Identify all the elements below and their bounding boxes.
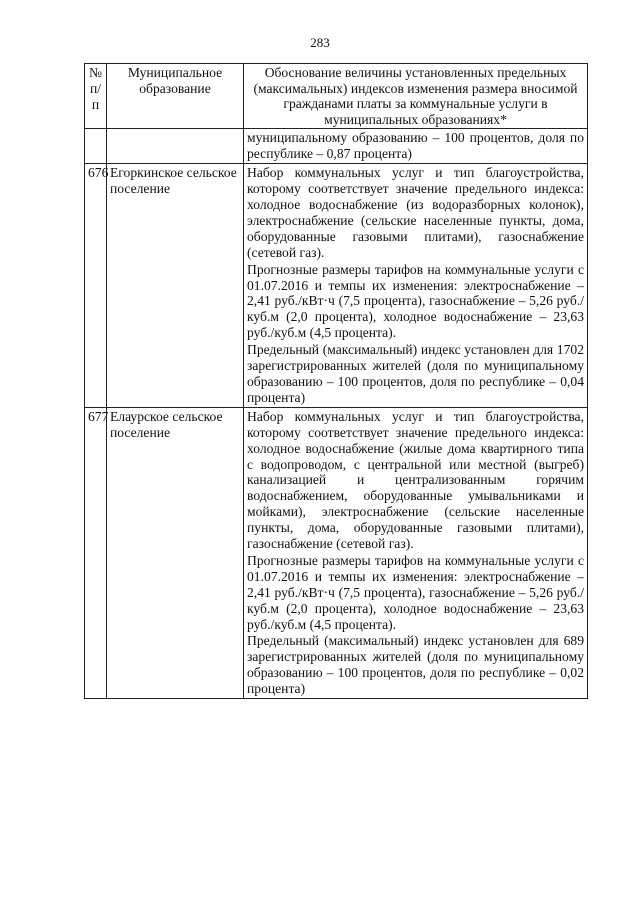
continuation-row — [85, 129, 588, 164]
continuation-municipality-cell — [107, 129, 244, 164]
continuation-text: муниципальному образованию – 100 процентов, доля по республике – 0,87 процента) — [244, 129, 588, 164]
justification-paragraph: Набор коммунальных услуг и тип благоустройства, которому соответствует значение предельного индекса: холодное водоснабжение (из водоразборных колонок), электроснабжение (сельские населенные пункты, дома, оборудованные газовыми плитами), газоснабжение (сетевой газ). — [247, 165, 584, 260]
row-justification — [244, 164, 588, 408]
row-municipality: Елаурское сельское поселение — [107, 407, 244, 698]
row-municipality: Егоркинское сельское поселение — [107, 164, 244, 408]
justification-paragraph: Набор коммунальных услуг и тип благоустройства, которому соответствует значение предельного индекса: холодное водоснабжение (жилые дома квартирного типа с водопроводом, с центральной или местной (выгреб) канализацией и централизованным горячим водоснабжением, оборудованные умывальниками и мойками), электроснабжение (сельские населенные пункты, дома, оборудованные газовыми плитами), газоснабжение (сетевой газ). — [247, 408, 584, 552]
justification-paragraph: Прогнозные размеры тарифов на коммунальные услуги с 01.07.2016 и темпы их изменения: электроснабжение – 2,41 руб./кВт·ч (7,5 процента), газоснабжение – 5,26 руб./куб.м (2,0 процента), холодное водоснабжение – 23,63 руб./куб.м (4,5 процента). — [247, 261, 584, 341]
row-number: 676 — [85, 164, 107, 408]
table-header-row — [85, 64, 588, 129]
tariff-index-table — [84, 63, 588, 699]
header-number: № п/п — [85, 64, 107, 129]
row-number: 677 — [85, 407, 107, 698]
justification-paragraph: Прогнозные размеры тарифов на коммунальные услуги с 01.07.2016 и темпы их изменения: электроснабжение – 2,41 руб./кВт·ч (7,5 процента), газоснабжение – 5,26 руб./куб.м (2,0 процента), холодное водоснабжение – 23,63 руб./куб.м (4,5 процента). — [247, 552, 584, 632]
header-justification: Обоснование величины установленных предельных (максимальных) индексов изменения размера вносимой гражданами платы за коммунальные услуги в муниципальных образованиях* — [244, 64, 588, 129]
table-row — [85, 164, 588, 408]
table-row — [85, 407, 588, 698]
justification-paragraph: Предельный (максимальный) индекс установлен для 689 зарегистрированных жителей (доля по муниципальному образованию – 100 процентов, доля по республике – 0,02 процента) — [247, 633, 584, 697]
header-municipality: Муниципальное образование — [107, 64, 244, 129]
page-number: 283 — [310, 35, 330, 50]
continuation-number-cell — [85, 129, 107, 164]
row-justification — [244, 407, 588, 698]
justification-paragraph: Предельный (максимальный) индекс установлен для 1702 зарегистрированных жителей (доля по муниципальному образованию – 100 процентов, доля по республике – 0,04 процента) — [247, 342, 584, 405]
